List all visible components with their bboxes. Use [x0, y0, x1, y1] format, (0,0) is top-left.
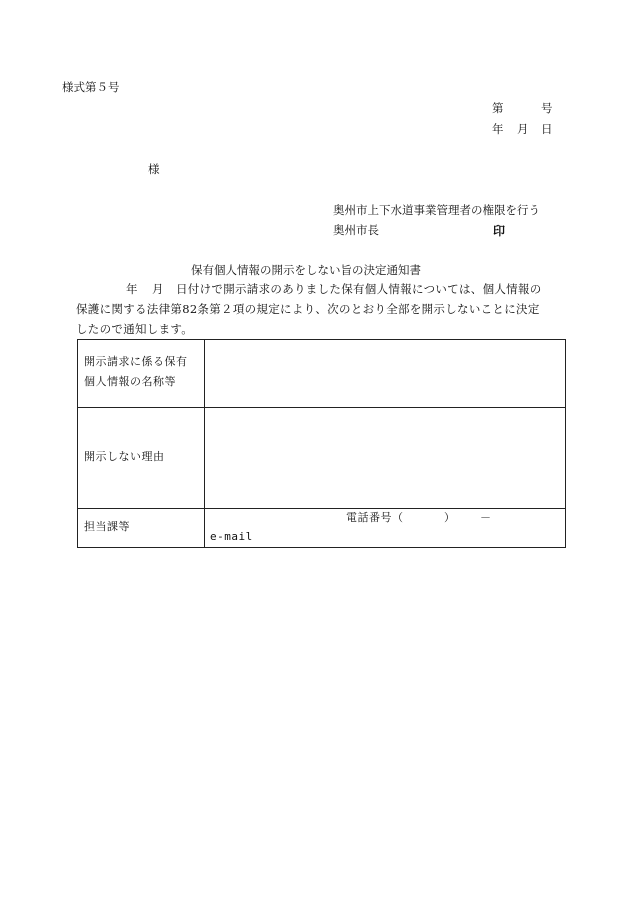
body-line3: したので通知します。 — [76, 322, 194, 336]
form-number: 様式第５号 — [62, 80, 120, 94]
body-line2: 保護に関する法律第82条第２項の規定により、次のとおり全部を開示しないことに決定 — [76, 302, 540, 316]
date-month: 月 — [517, 122, 529, 136]
row2-label: 開示しない理由 — [84, 450, 165, 463]
phone-label: 電話番号（ — [346, 511, 404, 524]
issuer-line2: 奥州市長 — [333, 223, 379, 237]
phone-close: ） — [444, 511, 456, 524]
doc-number-prefix: 第 — [492, 101, 504, 115]
doc-number-suffix: 号 — [541, 101, 553, 115]
row1-label-line1: 開示請求に係る保有 — [84, 355, 188, 368]
table-column-divider — [204, 340, 205, 547]
addressee-suffix: 様 — [148, 162, 160, 176]
date-year: 年 — [492, 122, 504, 136]
seal-mark: 印 — [493, 224, 506, 238]
row1-label-line2: 個人情報の名称等 — [84, 375, 176, 388]
body-month: 月 — [152, 282, 164, 296]
body-line1-rest: 日付けで開示請求のありました保有個人情報については、個人情報の — [176, 282, 542, 296]
table-row-divider — [78, 508, 565, 509]
phone-dash: － — [480, 511, 492, 524]
body-year: 年 — [126, 282, 138, 296]
table-row-divider — [78, 407, 565, 408]
email-label: e-mail — [210, 530, 253, 543]
document-title: 保有個人情報の開示をしない旨の決定通知書 — [191, 263, 421, 277]
issuer-line1: 奥州市上下水道事業管理者の権限を行う — [333, 203, 540, 217]
info-table — [77, 339, 566, 548]
date-day: 日 — [541, 122, 553, 136]
row3-label: 担当課等 — [84, 520, 130, 533]
